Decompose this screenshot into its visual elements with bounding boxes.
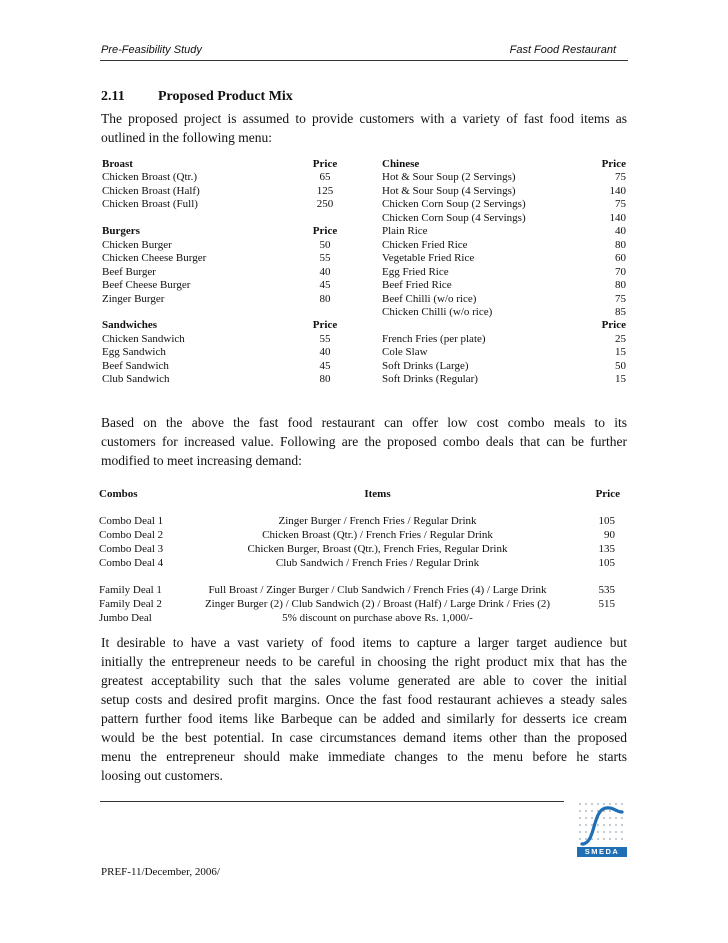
menu-item-price: 140 [609, 184, 626, 197]
combo-name: Family Deal 2 [99, 598, 162, 610]
menu-item-name: Plain Rice [382, 225, 428, 238]
menu-item-name: Chicken Corn Soup (2 Servings) [382, 198, 526, 211]
menu-item-price: 55 [319, 252, 331, 265]
menu-category-heading [382, 319, 602, 332]
menu-item-price: 125 [316, 184, 334, 197]
menu-item-name: Beef Fried Rice [382, 279, 452, 292]
menu-item-price: 250 [316, 198, 334, 211]
combo-items: Zinger Burger (2) / Club Sandwich (2) / Broast (Half) / Large Drink / Fries (2) [204, 598, 551, 610]
menu-item-price: 80 [319, 373, 331, 386]
combo-name: Combo Deal 1 [99, 515, 164, 527]
combo-price: 105 [598, 557, 615, 569]
menu-item-price: 75 [615, 292, 626, 305]
menu-item-name: Beef Cheese Burger [102, 279, 191, 292]
closing-line: menu the entrepreneur should make immediate changes to the menu before he starts [101, 749, 627, 764]
combo-price: 535 [598, 584, 615, 596]
menu-item-name: Zinger Burger [102, 292, 165, 305]
combo-price [580, 611, 615, 625]
menu-item-name: Chicken Chilli (w/o rice) [382, 305, 493, 318]
combo-name: Combo Deal 2 [99, 529, 164, 541]
menu-price-heading: Price [312, 225, 338, 238]
menu-item-price: 80 [319, 292, 331, 305]
combo-items: Chicken Broast (Qtr.) / French Fries / Regular Drink [262, 529, 493, 541]
intro-paragraph [101, 109, 627, 147]
menu-item-name [102, 212, 302, 225]
closing-line: setup costs and desired profit margins. Once the fast food restaurant achieves a steady sales [101, 692, 627, 707]
smeda-logo-text: SMEDA [584, 847, 620, 856]
menu-item-name: Egg Sandwich [102, 346, 166, 359]
menu-price-heading: Price [601, 319, 626, 332]
menu-item-name: Beef Burger [102, 265, 156, 278]
header-rule [100, 60, 628, 61]
menu-price-heading: Price [312, 158, 338, 170]
menu-item-price [298, 306, 352, 319]
menu-item-name: Beef Sandwich [102, 359, 169, 372]
price-header: Price [595, 488, 620, 500]
menu-item-name: Chicken Corn Soup (4 Servings) [382, 211, 526, 224]
menu-item-name: Beef Chilli (w/o rice) [382, 292, 477, 305]
combo-items: Zinger Burger / French Fries / Regular Drink [278, 515, 477, 527]
menu-item-price: 50 [319, 238, 331, 251]
intro-line-1: The proposed project is assumed to provide customers with a variety of fast food items as [101, 111, 627, 126]
combo-name: Family Deal 1 [99, 584, 162, 596]
menu-category-heading: Sandwiches [102, 319, 158, 332]
combo-intro-line-2: customers for increased value. Following are the proposed combo deals that can be further [101, 434, 627, 449]
menu-item-name: Soft Drinks (Large) [382, 359, 469, 372]
menu-item-name: Egg Fried Rice [382, 265, 449, 278]
combo-items: 5% discount on purchase above Rs. 1,000/- [282, 612, 473, 624]
menu-item-name: Hot & Sour Soup (2 Servings) [382, 171, 516, 184]
menu-item-name: Club Sandwich [102, 373, 170, 386]
menu-item-price: 40 [615, 225, 626, 238]
closing-paragraph [101, 633, 627, 785]
combo-price: 105 [598, 515, 615, 527]
menu-item-name [102, 306, 302, 319]
menu-item-price: 45 [319, 359, 331, 372]
menu-item-name: Chicken Sandwich [102, 332, 185, 345]
menu-item-name: Hot & Sour Soup (4 Servings) [382, 184, 516, 197]
menu-item-name: Soft Drinks (Regular) [382, 373, 478, 386]
combo-name: Combo Deal 4 [99, 557, 164, 569]
menu-item-name: Cole Slaw [382, 346, 428, 359]
header-left: Pre-Feasibility Study [101, 44, 202, 56]
section-title: Proposed Product Mix [158, 89, 293, 104]
combo-intro-line-3: modified to meet increasing demand: [101, 453, 302, 468]
menu-item-price: 85 [615, 305, 626, 318]
menu-item-name: Chicken Broast (Qtr.) [102, 171, 198, 184]
closing-line: It desirable to have a vast variety of food items to capture a larger target audience but [101, 635, 627, 650]
menu-price-heading: Price [312, 319, 338, 332]
menu-category-heading: Chinese [382, 158, 420, 170]
menu-item-price: 60 [615, 252, 626, 265]
closing-line: pattern further food items like Barbeque can be added and similarly for desserts ice cream [101, 711, 627, 726]
combo-items: Full Broast / Zinger Burger / Club Sandwich / French Fries (4) / Large Drink [208, 584, 547, 596]
smeda-logo [576, 800, 628, 858]
menu-item-name: Chicken Fried Rice [382, 238, 468, 251]
menu-item-price: 70 [615, 265, 626, 278]
combo-price: 135 [598, 543, 615, 555]
closing-line: loosing out customers. [101, 768, 223, 783]
section-number: 2.11 [101, 89, 125, 104]
menu-item-name: Chicken Broast (Half) [102, 184, 200, 197]
menu-item-price: 45 [319, 279, 331, 292]
combo-items: Club Sandwich / French Fries / Regular Drink [275, 557, 480, 569]
menu-item-name: Chicken Cheese Burger [102, 252, 207, 265]
menu-item-name: French Fries (per plate) [382, 332, 486, 345]
header-right: Fast Food Restaurant [509, 44, 616, 56]
combo-price: 90 [604, 529, 615, 541]
menu-item-price: 75 [615, 171, 626, 184]
closing-line: would be the best potential. In case circumstances demand items other than the proposed [101, 730, 627, 745]
menu-item-price: 140 [609, 211, 626, 224]
menu-item-price: 75 [615, 198, 626, 211]
menu-item-price: 15 [615, 373, 626, 386]
menu-item-price: 15 [615, 346, 626, 359]
menu-item-price: 50 [615, 359, 626, 372]
combo-intro-line-1: Based on the above the fast food restaurant can offer low cost combo meals to its [101, 415, 627, 430]
combo-intro-paragraph [101, 413, 627, 470]
combo-name: Combo Deal 3 [99, 543, 164, 555]
closing-line: greatest acceptability such that the sales volume generated are able to cover the initial [101, 673, 627, 688]
menu-item-price [298, 212, 352, 225]
closing-line: initially the entrepreneur needs to be careful in choosing the right product mix that has the [101, 654, 627, 669]
menu-category-heading: Burgers [102, 225, 140, 238]
footer-rule [100, 801, 564, 802]
combo-items: Chicken Burger, Broast (Qtr.), French Fries, Regular Drink [247, 543, 508, 555]
combo-name: Jumbo Deal [99, 612, 152, 624]
menu-price-heading: Price [601, 158, 626, 170]
menu-item-price: 40 [319, 265, 331, 278]
menu-item-name: Chicken Burger [102, 238, 172, 251]
menu-item-name: Vegetable Fried Rice [382, 252, 475, 265]
menu-item-price: 40 [319, 346, 331, 359]
items-header: Items [364, 488, 391, 500]
menu-item-price: 65 [319, 171, 331, 184]
footer-text: PREF-11/December, 2006/ [101, 866, 220, 878]
intro-line-2: outlined in the following menu: [101, 130, 272, 145]
combo-price: 515 [598, 598, 615, 610]
menu-item-price: 25 [615, 332, 626, 345]
combos-header: Combos [99, 488, 138, 500]
menu-item-name: Chicken Broast (Full) [102, 198, 198, 211]
menu-item-price: 80 [615, 279, 626, 292]
menu-item-price: 80 [615, 238, 626, 251]
menu-category-heading: Broast [102, 158, 133, 170]
menu-item-price: 55 [319, 332, 331, 345]
